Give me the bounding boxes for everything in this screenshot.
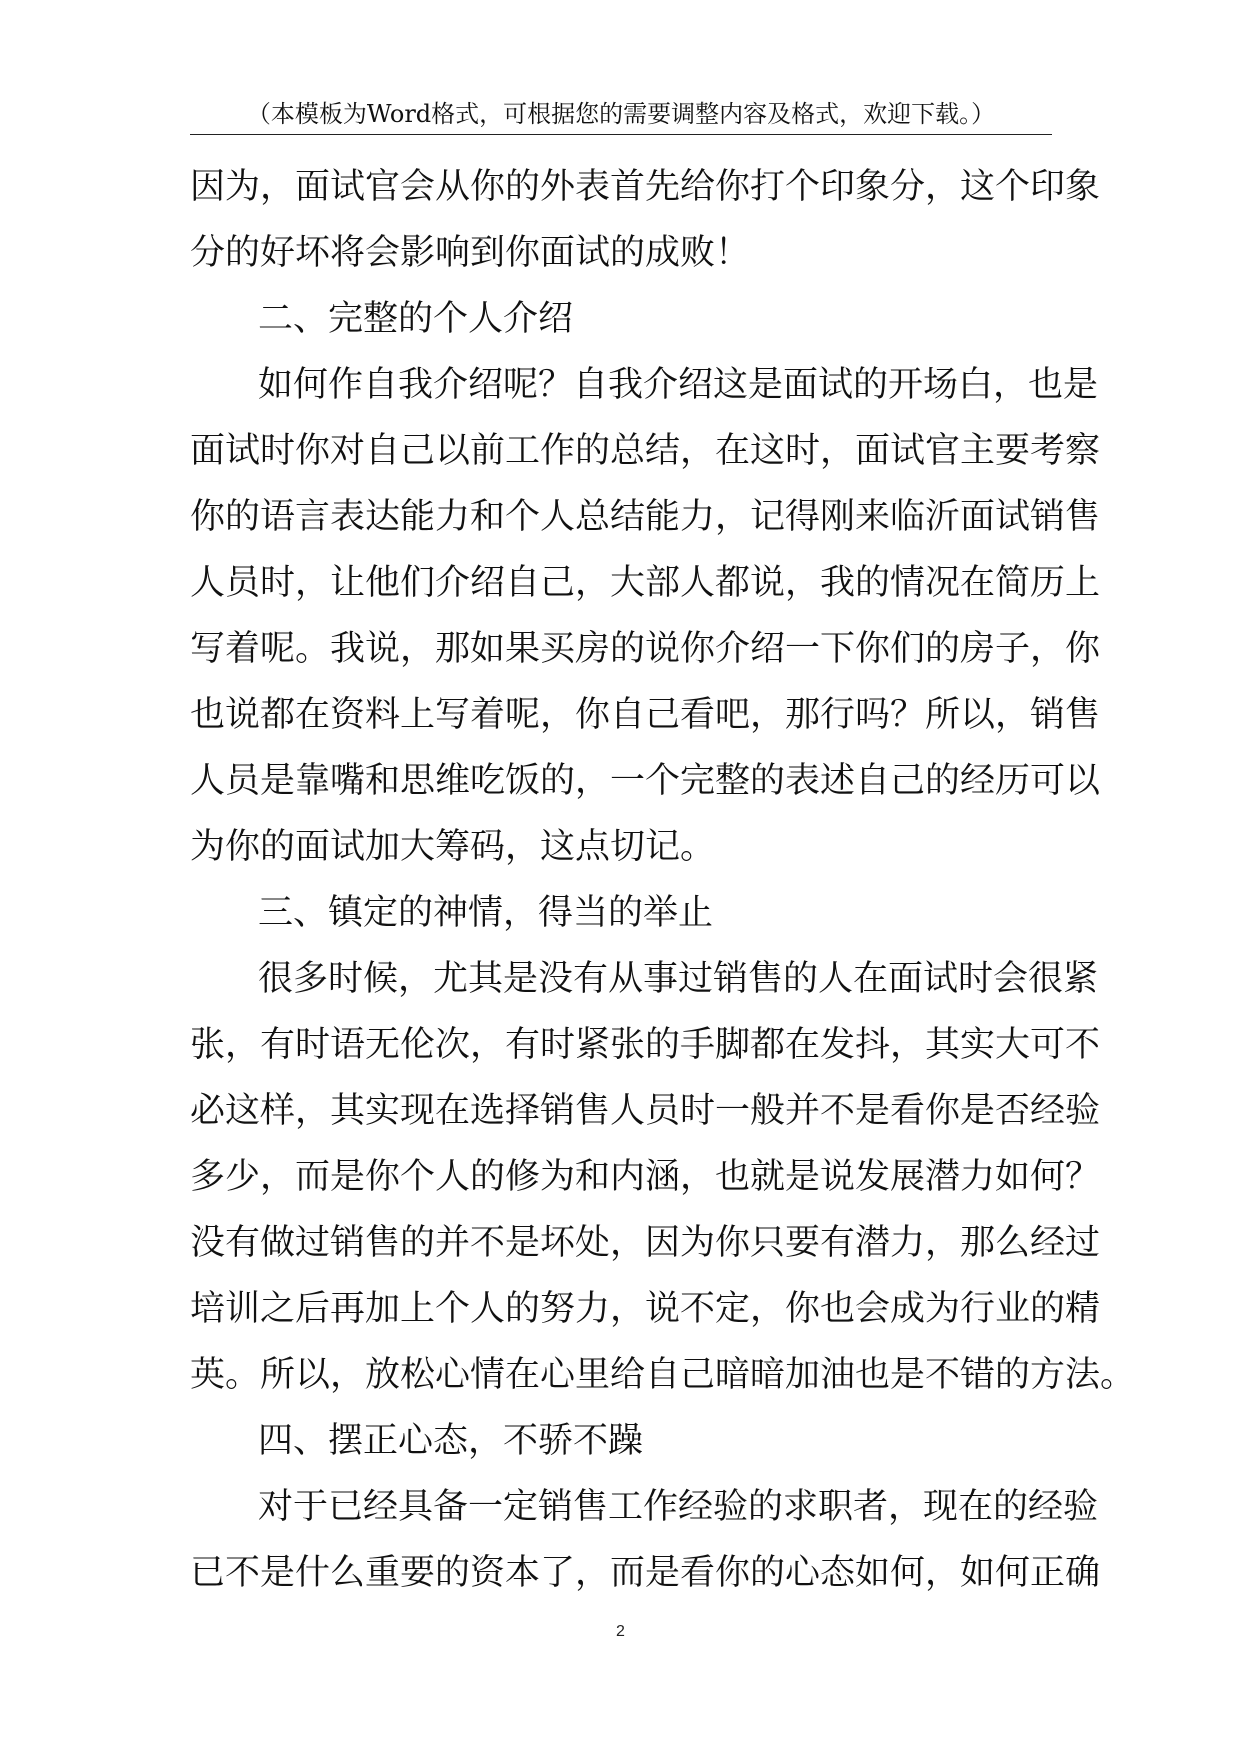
body-line: 很多时候，尤其是没有从事过销售的人在面试时会很紧 <box>258 959 1099 999</box>
body-line: 你的语言表达能力和个人总结能力，记得刚来临沂面试销售 <box>190 497 1101 537</box>
body-line: 多少，而是你个人的修为和内涵，也就是说发展潜力如何？ <box>190 1157 1101 1197</box>
body-line: 培训之后再加上个人的努力，说不定，你也会成为行业的精 <box>190 1289 1101 1329</box>
template-note-header: （本模板为Word格式，可根据您的需要调整内容及格式，欢迎下载。） <box>246 100 996 128</box>
page-number: 2 <box>616 1623 625 1640</box>
header-divider <box>190 134 1052 135</box>
body-line: 分的好坏将会影响到你面试的成败！ <box>190 233 751 273</box>
body-line: 对于已经具备一定销售工作经验的求职者，现在的经验 <box>258 1487 1099 1527</box>
section-heading: 四、摆正心态，不骄不躁 <box>258 1421 644 1461</box>
body-line: 张，有时语无伦次，有时紧张的手脚都在发抖，其实大可不 <box>190 1025 1101 1065</box>
body-line: 没有做过销售的并不是坏处，因为你只要有潜力，那么经过 <box>190 1223 1101 1263</box>
document-body <box>190 154 1136 1606</box>
body-line: 已不是什么重要的资本了，而是看你的心态如何，如何正确 <box>190 1553 1101 1593</box>
body-line: 因为，面试官会从你的外表首先给你打个印象分，这个印象 <box>190 167 1101 207</box>
body-line: 人员是靠嘴和思维吃饭的，一个完整的表述自己的经历可以 <box>190 761 1101 801</box>
body-line: 人员时，让他们介绍自己，大部人都说，我的情况在简历上 <box>190 563 1101 603</box>
body-line: 面试时你对自己以前工作的总结，在这时，面试官主要考察 <box>190 431 1101 471</box>
section-heading: 三、镇定的神情，得当的举止 <box>258 893 714 933</box>
section-heading: 二、完整的个人介绍 <box>258 299 574 339</box>
body-line: 必这样，其实现在选择销售人员时一般并不是看你是否经验 <box>190 1091 1101 1131</box>
body-line: 英。所以，放松心情在心里给自己暗暗加油也是不错的方法。 <box>190 1355 1136 1395</box>
body-line: 如何作自我介绍呢？自我介绍这是面试的开场白，也是 <box>258 365 1099 405</box>
body-line: 为你的面试加大筹码，这点切记。 <box>190 827 716 867</box>
body-line: 写着呢。我说，那如果买房的说你介绍一下你们的房子，你 <box>190 629 1101 669</box>
body-line: 也说都在资料上写着呢，你自己看吧，那行吗？所以，销售 <box>190 695 1101 735</box>
